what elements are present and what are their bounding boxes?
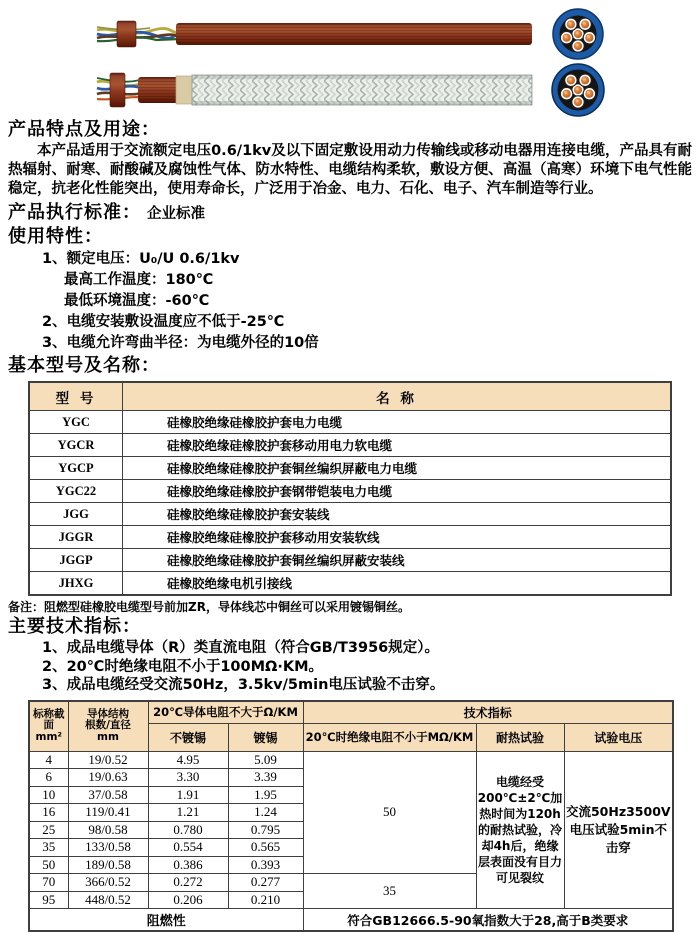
models-table — [28, 381, 672, 596]
model-name-cell: 硅橡胶绝缘电机引接线 — [123, 572, 672, 596]
table-cell: 50 — [29, 856, 68, 874]
spec-col-insulation: 20℃时绝缘电阻不小于MΩ/KM — [303, 723, 476, 751]
table-cell: 3.30 — [148, 769, 228, 787]
spec-header-row-1 — [29, 701, 673, 724]
usage-item: 3、电缆允许弯曲半径：为电缆外径的10倍 — [0, 333, 700, 354]
table-cell: 119/0.41 — [68, 804, 148, 822]
cable-photo-solid — [97, 21, 532, 47]
table-row — [29, 549, 671, 572]
table-row — [29, 526, 671, 549]
table-row — [29, 572, 671, 596]
table-cell: 448/0.52 — [68, 891, 148, 909]
spec-col-tinned: 镀锡 — [228, 723, 303, 751]
table-cell: 19/0.52 — [68, 751, 148, 769]
spec-col-tech: 技术指标 — [303, 701, 673, 724]
header-line: 导体结构 — [87, 708, 129, 720]
spec-table-body — [29, 751, 673, 931]
spec-col-section — [29, 701, 68, 752]
table-cell: 10 — [29, 786, 68, 804]
table-cell: 4.95 — [148, 751, 228, 769]
models-col-name: 名 称 — [123, 382, 672, 411]
spec-col-resistance: 20℃导体电阻不大于Ω/KM — [148, 701, 303, 724]
flame-retardant-value: 符合GB12666.5-90氧指数大于28,高于B类要求 — [303, 909, 673, 932]
heat-test-cell: 电缆经受200℃±2℃加热时间为120h的耐热试验，冷却4h后，绝缘层表面没有目力可见裂纹 — [476, 751, 564, 909]
models-heading: 基本型号及名称： — [0, 354, 700, 378]
table-cell: 1.24 — [228, 804, 303, 822]
model-name-cell: 硅橡胶绝缘硅橡胶护套铜丝编织屏蔽电力电缆 — [123, 457, 672, 480]
spec-col-voltage: 试验电压 — [564, 723, 673, 751]
model-code-cell: JGG — [29, 503, 123, 526]
model-code-cell: YGCR — [29, 434, 123, 457]
table-row — [29, 411, 671, 434]
model-name-cell: 硅橡胶绝缘硅橡胶护套移动用电力软电缆 — [123, 434, 672, 457]
table-cell: 0.393 — [228, 856, 303, 874]
usage-item: 最高工作温度：180℃ — [0, 270, 700, 291]
spec-table — [28, 700, 674, 932]
usage-item: 最低环境温度：-60℃ — [0, 291, 700, 312]
table-cell: 0.386 — [148, 856, 228, 874]
voltage-test-cell: 交流50Hz3500V电压试验5min不击穿 — [564, 751, 673, 909]
table-cell: 0.277 — [228, 874, 303, 892]
table-row — [29, 434, 671, 457]
table-cell: 0.795 — [228, 821, 303, 839]
header-line: 根数/直径 — [85, 719, 131, 731]
model-name-cell: 硅橡胶绝缘硅橡胶护套电力电缆 — [123, 411, 672, 434]
tech-item: 2、20℃时绝缘电阻不小于100MΩ·KM。 — [0, 658, 700, 677]
tech-item: 3、成品电缆经受交流50Hz，3.5kv/5min电压试验不击穿。 — [0, 676, 700, 695]
table-cell: 1.91 — [148, 786, 228, 804]
table-cell: 37/0.58 — [68, 786, 148, 804]
table-cell: 16 — [29, 804, 68, 822]
insulation-cell: 35 — [303, 874, 476, 909]
table-cell: 25 — [29, 821, 68, 839]
table-cell: 0.565 — [228, 839, 303, 857]
table-cell: 5.09 — [228, 751, 303, 769]
table-cell: 35 — [29, 839, 68, 857]
table-cell: 4 — [29, 751, 68, 769]
models-col-model: 型 号 — [29, 382, 123, 411]
header-line: mm² — [36, 731, 62, 743]
model-code-cell: YGCP — [29, 457, 123, 480]
cable-illustrations — [0, 0, 700, 118]
usage-list — [0, 249, 700, 354]
table-cell: 6 — [29, 769, 68, 787]
table-row — [29, 503, 671, 526]
standard-value: 企业标准 — [147, 202, 205, 223]
model-code-cell: YGC — [29, 411, 123, 434]
model-code-cell: JHXG — [29, 572, 123, 596]
insulation-cell: 50 — [303, 751, 476, 874]
spec-col-structure — [68, 701, 148, 752]
features-body: 本产品适用于交流额定电压0.6/1kv及以下固定敷设用动力传输线或移动电器用连接电缆，产品具有耐热辐射、耐寒、耐酸碱及腐蚀性气体、防水特性、电缆结构柔软，敷设方便、高温（高寒）环境下电气性能稳定，抗老化性能突出，使用寿命长，广泛用于冶金、电力、石化、电子、汽车制造等行业。 — [8, 142, 692, 199]
table-cell: 1.95 — [228, 786, 303, 804]
table-cell: 1.21 — [148, 804, 228, 822]
table-cell: 0.210 — [228, 891, 303, 909]
cable-photo-braided — [97, 73, 532, 107]
models-note: 备注：阻燃型硅橡胶电缆型号前加ZR，导体线芯中铜丝可以采用镀锡铜丝。 — [0, 596, 700, 615]
spec-col-untinned: 不镀锡 — [148, 723, 228, 751]
table-row — [29, 909, 673, 932]
header-line: 标称截面 — [33, 708, 65, 732]
model-name-cell: 硅橡胶绝缘硅橡胶护套铜丝编织屏蔽安装线 — [123, 549, 672, 572]
model-name-cell: 硅橡胶绝缘硅橡胶护套移动用安装软线 — [123, 526, 672, 549]
table-cell: 95 — [29, 891, 68, 909]
table-cell: 19/0.63 — [68, 769, 148, 787]
header-line: mm — [97, 731, 119, 743]
table-cell: 0.554 — [148, 839, 228, 857]
table-row — [29, 480, 671, 503]
table-cell: 3.39 — [228, 769, 303, 787]
usage-item: 2、电缆安装敷设温度应不低于-25℃ — [0, 312, 700, 333]
table-cell: 189/0.58 — [68, 856, 148, 874]
table-cell: 0.206 — [148, 891, 228, 909]
product-images-band — [0, 0, 700, 118]
model-code-cell: YGC22 — [29, 480, 123, 503]
usage-item: 1、额定电压：U₀/U 0.6/1kv — [0, 249, 700, 270]
flame-retardant-label: 阻燃性 — [29, 909, 303, 932]
spec-col-heat: 耐热试验 — [476, 723, 564, 751]
standard-heading: 产品执行标准： — [8, 201, 141, 225]
tech-heading: 主要技术指标： — [0, 615, 700, 639]
model-name-cell: 硅橡胶绝缘硅橡胶护套钢带铠装电力电缆 — [123, 480, 672, 503]
table-cell: 133/0.58 — [68, 839, 148, 857]
table-cell: 70 — [29, 874, 68, 892]
table-cell: 0.272 — [148, 874, 228, 892]
model-name-cell: 硅橡胶绝缘硅橡胶护套安装线 — [123, 503, 672, 526]
tech-list — [0, 639, 700, 695]
table-row — [29, 751, 673, 769]
cable-cross-section-2 — [552, 64, 604, 116]
table-cell: 98/0.58 — [68, 821, 148, 839]
usage-heading: 使用特性： — [0, 225, 700, 249]
tech-item: 1、成品电缆导体（R）类直流电阻（符合GB/T3956规定）。 — [0, 639, 700, 658]
table-row — [29, 457, 671, 480]
model-code-cell: JGGR — [29, 526, 123, 549]
standard-row — [0, 201, 700, 225]
models-table-body — [29, 411, 671, 596]
model-code-cell: JGGP — [29, 549, 123, 572]
models-header-row — [29, 382, 671, 411]
features-heading: 产品特点及用途： — [0, 118, 700, 142]
table-cell: 0.780 — [148, 821, 228, 839]
cable-cross-section-1 — [553, 9, 603, 59]
table-cell: 366/0.52 — [68, 874, 148, 892]
